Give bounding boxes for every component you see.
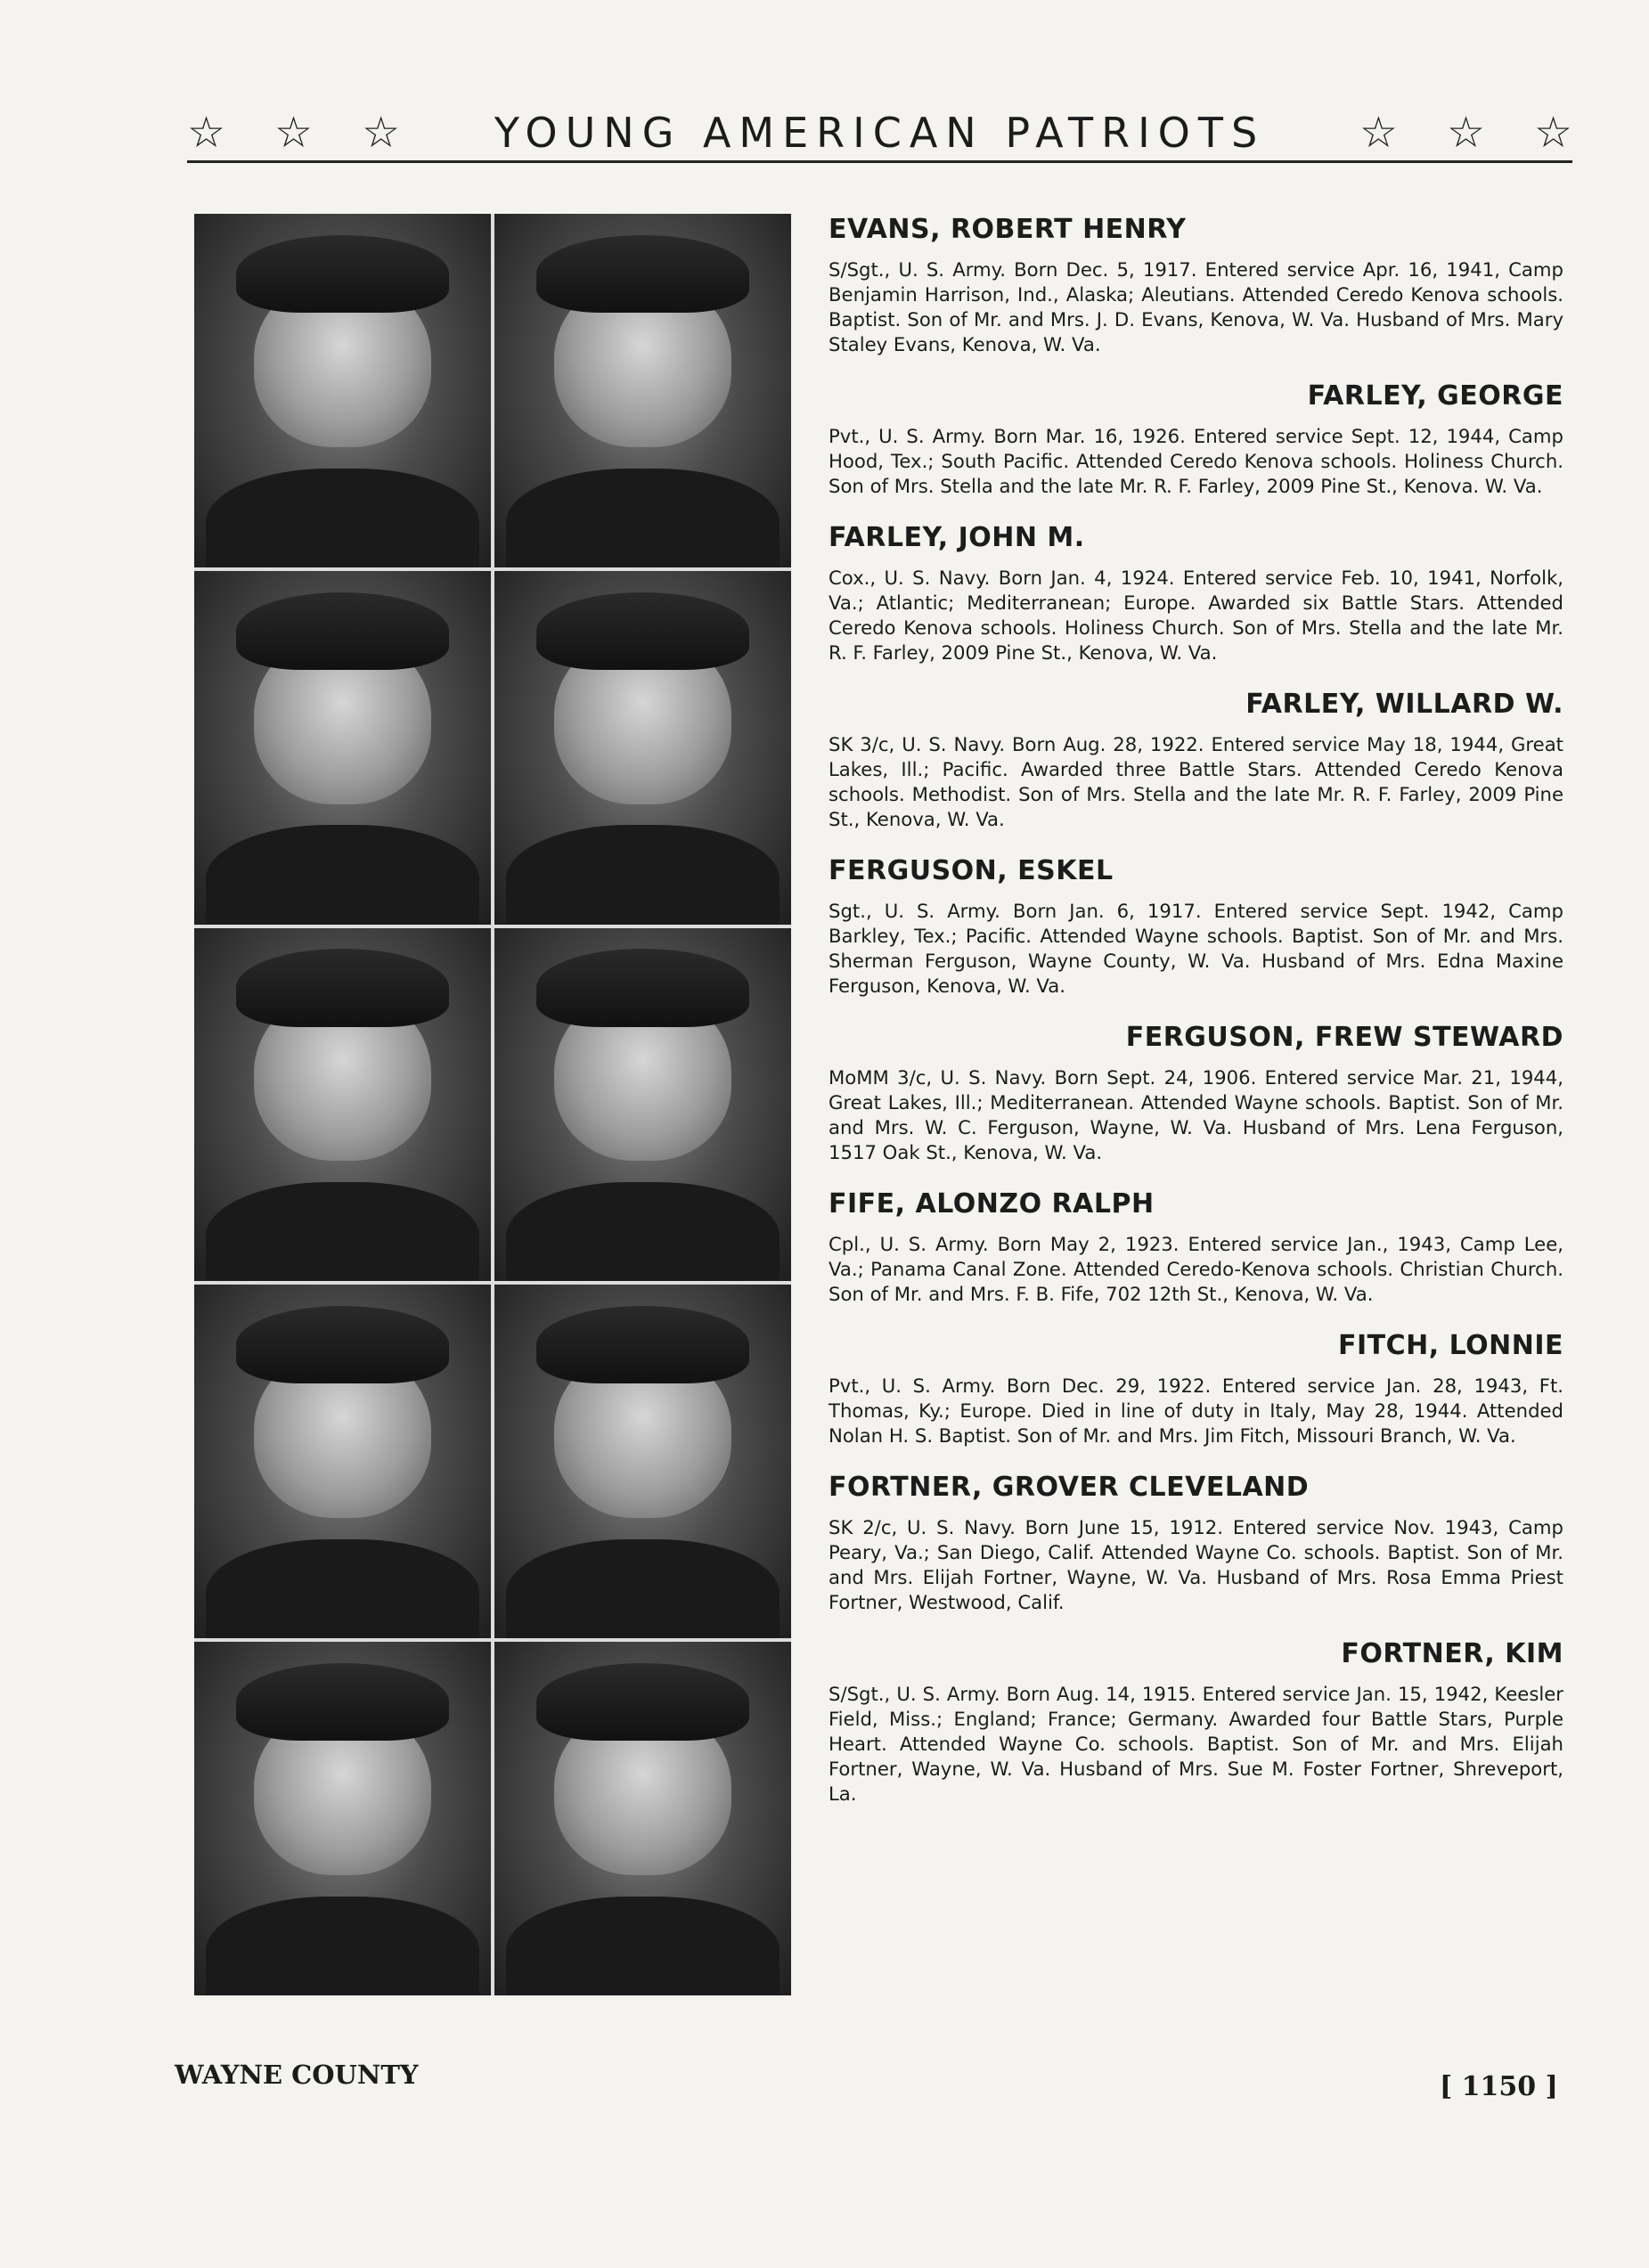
- bio-text: S/Sgt., U. S. Army. Born Aug. 14, 1915. Entered service Jan. 15, 1942, Keesler Field, Miss.; England; France; Germany. Awarded four Battle Stars, Purple Heart. Attended Wayne Co. schools. Baptist. Son of Mr. and Mrs. Elijah Fortner, Wayne, W. Va. Husband of Mrs. Sue M. Foster Fortner, Shreveport, La.: [829, 1683, 1563, 1805]
- bio-entry: [829, 1022, 1563, 1165]
- bio-entry: [829, 214, 1563, 357]
- star-icon: ☆: [187, 108, 226, 158]
- bio-name: FARLEY, JOHN M.: [829, 522, 1085, 553]
- bio-name: FERGUSON, FREW STEWARD: [1125, 1022, 1563, 1053]
- county-label: WAYNE COUNTY: [175, 2060, 419, 2090]
- portrait-grid: [194, 214, 791, 1995]
- bio-name: FERGUSON, ESKEL: [829, 855, 1114, 886]
- bio-name: FARLEY, GEORGE: [1307, 380, 1563, 412]
- bio-text: SK 3/c, U. S. Navy. Born Aug. 28, 1922. Entered service May 18, 1944, Great Lakes, Ill.; Pacific. Awarded three Battle Stars. Attended Ceredo Kenova schools. Methodist. Son of Mrs. Stella and the late Mr. R. F. Farley, 2009 Pine St., Kenova, W. Va.: [829, 733, 1563, 830]
- biography-column: [829, 214, 1563, 1830]
- bio-name: EVANS, ROBERT HENRY: [829, 214, 1187, 245]
- bio-entry: [829, 689, 1563, 832]
- bio-text: Sgt., U. S. Army. Born Jan. 6, 1917. Entered service Sept. 1942, Camp Barkley, Tex.; Pacific. Attended Wayne schools. Baptist. Son of Mr. and Mrs. Sherman Ferguson, Wayne County, W. Va. Husband of Mrs. Edna Maxine Ferguson, Kenova, W. Va.: [829, 900, 1563, 997]
- bio-entry: [829, 1472, 1563, 1615]
- page-number: [ 1150 ]: [1440, 2071, 1558, 2102]
- bio-entry: [829, 522, 1563, 665]
- star-icon: ☆: [362, 108, 401, 158]
- portrait-photo: [194, 928, 491, 1282]
- bio-entry: [829, 855, 1563, 999]
- bio-name: FORTNER, KIM: [1341, 1638, 1563, 1669]
- bio-text: MoMM 3/c, U. S. Navy. Born Sept. 24, 1906. Entered service Mar. 21, 1944, Great Lakes, Ill.; Mediterranean. Attended Wayne schools. Baptist. Son of Mr. and Mrs. W. C. Ferguson, Wayne, W. Va. Husband of Mrs. Lena Ferguson, 1517 Oak St., Kenova, W. Va.: [829, 1066, 1563, 1163]
- header-stars-right: [1359, 108, 1572, 158]
- bio-name: FARLEY, WILLARD W.: [1245, 689, 1563, 720]
- bio-text: SK 2/c, U. S. Navy. Born June 15, 1912. Entered service Nov. 1943, Camp Peary, Va.; San Diego, Calif. Attended Wayne Co. schools. Baptist. Son of Mr. and Mrs. Elijah Fortner, Wayne, W. Va. Husband of Mrs. Rosa Emma Priest Fortner, Westwood, Calif.: [829, 1516, 1563, 1613]
- bio-entry: [829, 380, 1563, 499]
- portrait-photo: [194, 571, 491, 925]
- header-stars-left: [187, 108, 401, 158]
- portrait-photo: [494, 1642, 791, 1995]
- bio-entry: [829, 1188, 1563, 1307]
- bio-text: Pvt., U. S. Army. Born Dec. 29, 1922. Entered service Jan. 28, 1943, Ft. Thomas, Ky.; Europe. Died in line of duty in Italy, May 28, 1944. Attended Nolan H. S. Baptist. Son of Mr. and Mrs. Jim Fitch, Missouri Branch, W. Va.: [829, 1375, 1563, 1447]
- portrait-photo: [194, 1642, 491, 1995]
- bio-text: Cox., U. S. Navy. Born Jan. 4, 1924. Entered service Feb. 10, 1941, Norfolk, Va.; Atlantic; Mediterranean; Europe. Awarded six Battle Stars. Attended Ceredo Kenova schools. Holiness Church. Son of Mrs. Stella and the late Mr. R. F. Farley, 2009 Pine St., Kenova, W. Va.: [829, 567, 1563, 664]
- star-icon: ☆: [1359, 108, 1398, 158]
- portrait-photo: [194, 1285, 491, 1638]
- star-icon: ☆: [1533, 108, 1572, 158]
- bio-text: Pvt., U. S. Army. Born Mar. 16, 1926. Entered service Sept. 12, 1944, Camp Hood, Tex.; South Pacific. Attended Ceredo Kenova schools. Holiness Church. Son of Mrs. Stella and the late Mr. R. F. Farley, 2009 Pine St., Kenova. W. Va.: [829, 425, 1563, 497]
- page-header: [187, 105, 1572, 163]
- star-icon: ☆: [1446, 108, 1485, 158]
- star-icon: ☆: [274, 108, 314, 158]
- bio-text: S/Sgt., U. S. Army. Born Dec. 5, 1917. Entered service Apr. 16, 1941, Camp Benjamin Harrison, Ind., Alaska; Aleutians. Attended Ceredo Kenova schools. Baptist. Son of Mr. and Mrs. J. D. Evans, Kenova, W. Va. Husband of Mrs. Mary Staley Evans, Kenova, W. Va.: [829, 258, 1563, 355]
- bio-entry: [829, 1330, 1563, 1448]
- bio-entry: [829, 1638, 1563, 1807]
- portrait-photo: [194, 214, 491, 567]
- portrait-photo: [494, 571, 791, 925]
- page-title: YOUNG AMERICAN PATRIOTS: [494, 109, 1266, 157]
- bio-text: Cpl., U. S. Army. Born May 2, 1923. Entered service Jan., 1943, Camp Lee, Va.; Panama Canal Zone. Attended Ceredo-Kenova schools. Christian Church. Son of Mr. and Mrs. F. B. Fife, 702 12th St., Kenova, W. Va.: [829, 1233, 1563, 1305]
- bio-name: FORTNER, GROVER CLEVELAND: [829, 1472, 1310, 1503]
- bio-name: FIFE, ALONZO RALPH: [829, 1188, 1155, 1220]
- portrait-photo: [494, 1285, 791, 1638]
- bio-name: FITCH, LONNIE: [1337, 1330, 1563, 1361]
- portrait-photo: [494, 214, 791, 567]
- portrait-photo: [494, 928, 791, 1282]
